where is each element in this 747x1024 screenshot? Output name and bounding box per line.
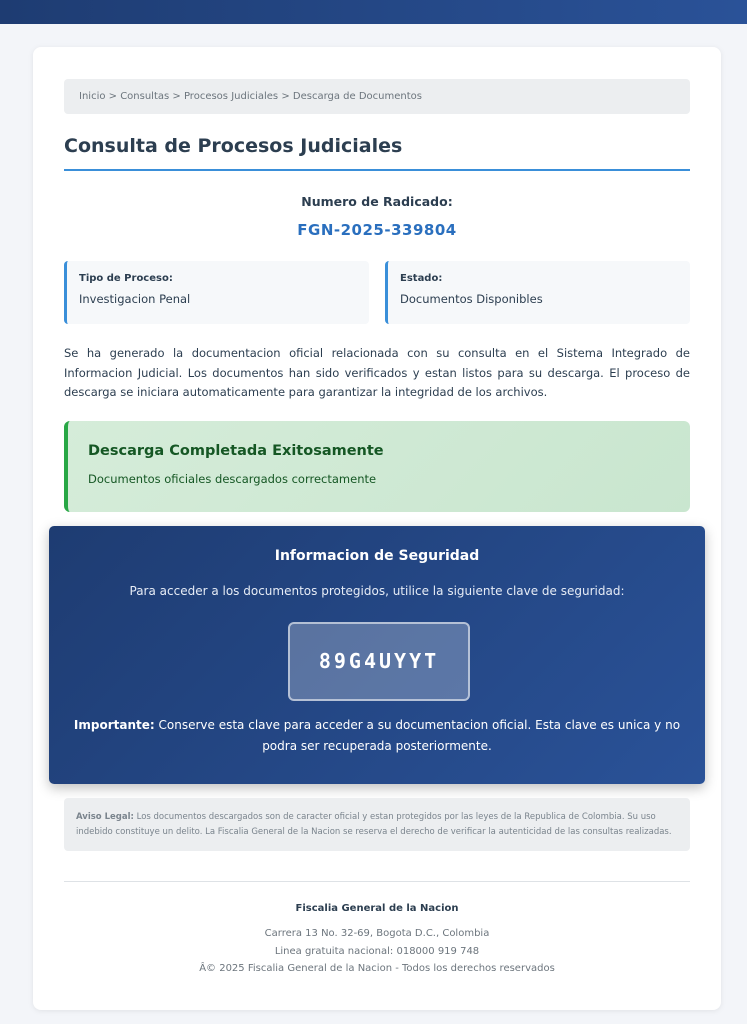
info-value: Investigacion Penal: [79, 292, 191, 306]
legal-notice: [64, 798, 690, 851]
main-card: [33, 47, 721, 1010]
security-note-text: Conserve esta clave para acceder a su documentacion oficial. Esta clave es unica y no podra ser recuperada posteriormente.: [154, 718, 681, 753]
legal-label: Aviso Legal:: [76, 812, 134, 822]
top-header-bar: [0, 0, 747, 24]
info-label: Tipo de Proceso:: [79, 273, 173, 284]
success-alert: [64, 421, 690, 512]
success-title: Descarga Completada Exitosamente: [88, 443, 384, 459]
info-label: Estado:: [400, 273, 443, 284]
success-text: Documentos oficiales descargados correctamente: [88, 472, 377, 486]
footer-divider: [64, 881, 690, 882]
footer-address: Carrera 13 No. 32-69, Bogota D.C., Colombia: [264, 928, 490, 939]
radicado-value: FGN-2025-339804: [297, 221, 457, 239]
security-instruction: Para acceder a los documentos protegidos, utilice la siguiente clave de seguridad:: [129, 584, 625, 598]
info-box-estado: [385, 261, 690, 324]
footer-org: Fiscalia General de la Nacion: [295, 903, 459, 914]
radicado-label: Numero de Radicado:: [301, 194, 453, 209]
info-value: Documentos Disponibles: [400, 292, 543, 306]
security-note-label: Importante:: [73, 718, 155, 732]
security-panel: [49, 526, 705, 784]
legal-text: Los documentos descargados son de caracter oficial y estan protegidos por las leyes de la Republica de Colombia. Su uso indebido constituye un delito. La Fiscalia General de la Nacion se reserva el derecho de verificar la autenticidad de las consultas realizadas.: [76, 812, 672, 837]
security-title: Informacion de Seguridad: [274, 548, 480, 564]
security-note: [69, 715, 685, 757]
description-text: Se ha generado la documentacion oficial relacionada con su consulta en el Sistema Integrado de Informacion Judicial. Los documentos han sido verificados y estan listos para su descarga. El proceso de descarga se iniciara automaticamente para garantizar la integridad de los archivos.: [64, 346, 690, 399]
page-title: Consulta de Procesos Judiciales: [64, 135, 690, 171]
footer-phone: Linea gratuita nacional: 018000 919 748: [274, 946, 480, 957]
breadcrumb: Inicio > Consultas > Procesos Judiciales > Descarga de Documentos: [64, 79, 690, 114]
footer-copyright: Â© 2025 Fiscalia General de la Nacion - Todos los derechos reservados: [199, 963, 555, 974]
info-box-tipo-proceso: [64, 261, 369, 324]
security-key[interactable]: 89G4UYYT: [288, 622, 470, 701]
